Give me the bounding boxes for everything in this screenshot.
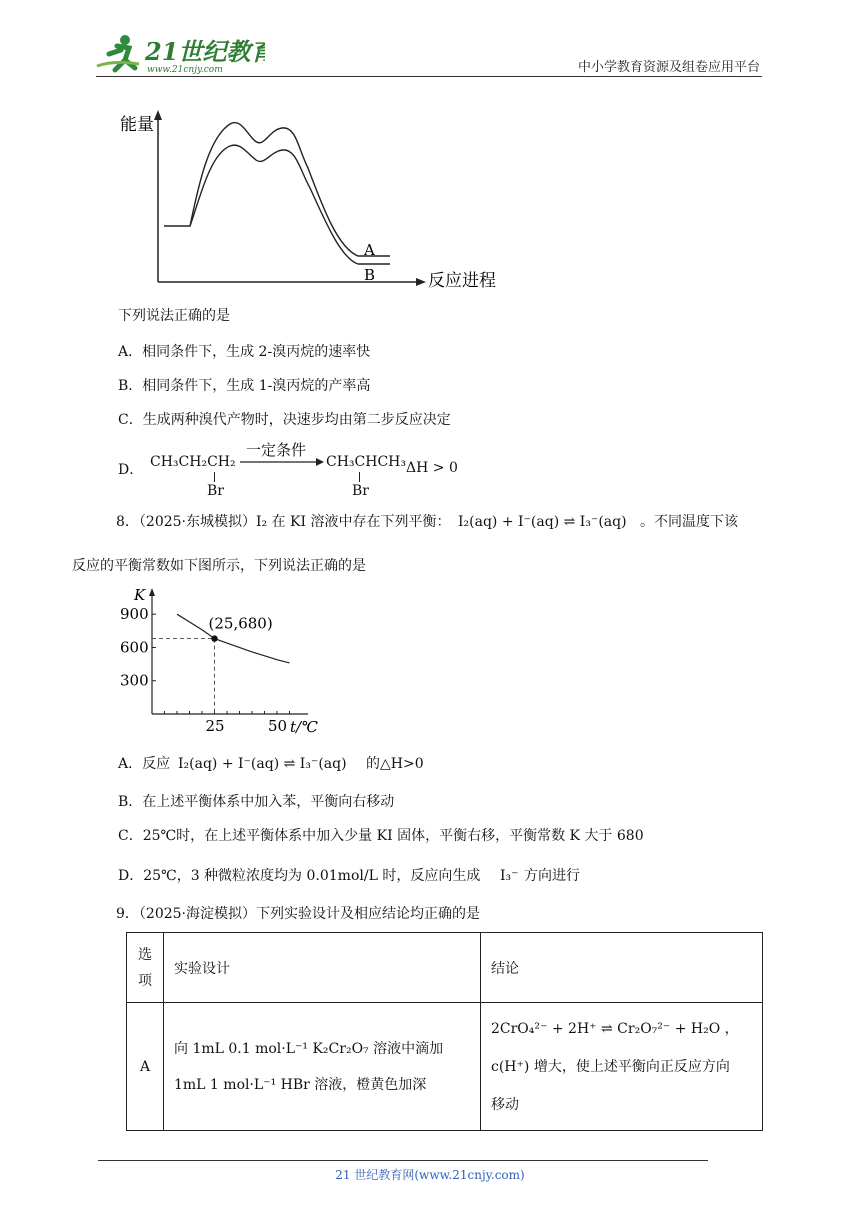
table-row-a [127,1003,763,1131]
curve-a-label: A [364,241,375,259]
q7-option-d-arrow-label: 一定条件 [246,441,307,459]
curve-a [164,123,390,256]
q9-stem: 9．（2025·海淀模拟）下列实验设计及相应结论均正确的是 [116,906,480,922]
q7-option-d-dh: ΔH > 0 [406,460,458,476]
q7-option-d-reactant: CH₃CH₂CH₂ [150,454,236,470]
energy-y-label: 能量 [120,115,154,135]
logo-url-text: www.21cnjy.com [147,65,223,75]
energy-x-label: 反应进程 [428,271,496,291]
q7-prompt: 下列说法正确的是 [118,308,230,324]
row-a-design-line2: 1mL 1 mol·L⁻¹ HBr 溶液，橙黄色加深 [174,1076,427,1093]
q8-option-a-equation: I₂(aq) + I⁻(aq) ⇌ I₃⁻(aq) [178,756,347,772]
q8-option-d-species: I₃⁻ [500,868,519,884]
header-divider [96,76,762,77]
q7-option-d-product: CH₃CHCH₃ [326,454,406,470]
q7-option-a: A．相同条件下，生成 2-溴丙烷的速率快 [118,344,371,360]
curve-b [190,145,390,264]
q8-option-a-suffix: 的△H>0 [366,756,424,772]
site-logo[interactable] [95,30,265,76]
footer-divider [98,1160,708,1161]
header-conclusion: 结论 [481,933,763,1003]
q8-option-a-prefix: A．反应 [118,756,171,772]
q7-option-d-product-sub: Br [352,483,369,499]
q8-option-c: C．25℃时，在上述平衡体系中加入少量 KI 固体，平衡右移，平衡常数 K 大于 680 [118,828,644,844]
q9-table [126,932,763,1131]
site-title: 中小学教育资源及组卷应用平台 [577,60,760,75]
header-design: 实验设计 [164,933,481,1003]
q8-option-d-prefix: D．25℃，3 种微粒浓度均为 0.01mol/L 时，反应向生成 [118,868,481,884]
row-a-option: A [127,1003,164,1131]
x-tick-label-25: 25 [205,717,225,735]
y-tick-label-300: 300 [120,671,149,690]
reaction-arrow-icon [240,458,324,466]
k-chart-point-label: (25,680) [208,614,273,633]
energy-diagram [118,108,508,298]
q8-stem-equation: I₂(aq) + I⁻(aq) ⇌ I₃⁻(aq) [458,514,627,530]
y-tick-label-900: 900 [120,605,149,624]
q7-option-b: B．相同条件下，生成 1-溴丙烷的产率高 [118,378,371,394]
k-chart-y-label: K [134,586,146,604]
q8-stem-line1-suffix: 。不同温度下该 [640,514,738,530]
footer-link[interactable]: 21 世纪教育网(www.21cnjy.com) [335,1168,525,1182]
q7-option-d-reactant-sub: Br [207,483,224,499]
q7-option-c: C．生成两种溴代产物时，决速步均由第二步反应决定 [118,412,451,428]
row-a-conclusion [481,1003,763,1131]
runner-logo-icon [95,30,265,76]
equilibrium-constant-chart [118,584,338,736]
logo-text: 21世纪教育 [145,37,265,66]
q7-option-d-label: D． [118,462,144,478]
k-chart-point-25-680 [211,635,217,641]
curve-b-label: B [364,266,376,284]
q8-option-d-suffix: 方向进行 [524,868,580,884]
q8-stem-line1-prefix: 8．（2025·东城模拟）I₂ 在 KI 溶液中存在下列平衡： [116,514,451,530]
q8-stem-line2: 反应的平衡常数如下图所示，下列说法正确的是 [72,558,366,574]
header-option: 选项 [127,933,164,1003]
y-tick-label-600: 600 [120,638,149,657]
row-a-conclusion-line2: c(H⁺) 增大，使上述平衡向正反应方向 [491,1058,730,1075]
table-header-row [127,933,763,1003]
row-a-conclusion-line1: 2CrO₄²⁻ + 2H⁺ ⇌ Cr₂O₇²⁻ + H₂O ， [491,1020,739,1037]
row-a-design-line1: 向 1mL 0.1 mol·L⁻¹ K₂Cr₂O₇ 溶液中滴加 [174,1040,444,1057]
x-tick-label-50: 50 [268,717,288,735]
k-chart-x-label: t/℃ [290,718,318,736]
row-a-conclusion-line3: 移动 [491,1096,519,1113]
row-a-design [164,1003,481,1131]
q8-option-b: B．在上述平衡体系中加入苯，平衡向右移动 [118,794,395,810]
